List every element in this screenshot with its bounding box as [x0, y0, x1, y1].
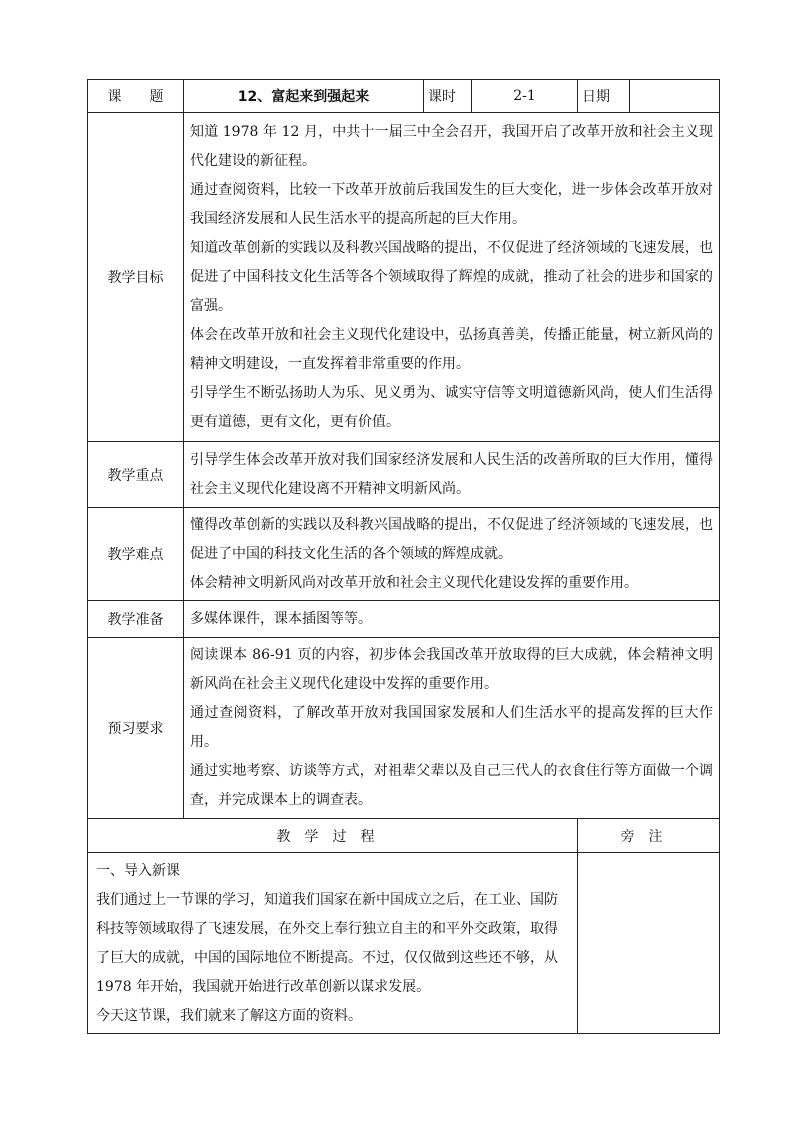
preparation-row: [88, 601, 720, 638]
notes-content: [578, 853, 720, 1034]
process-header: [88, 819, 578, 853]
hours-label: 课时: [424, 80, 472, 113]
topic-label: 课 题: [88, 80, 184, 113]
notes-header-label: 旁注: [620, 828, 677, 845]
objectives-row: [88, 113, 720, 442]
objectives-paragraph: 知道改革创新的实践以及科教兴国战略的提出，不仅促进了经济领域的飞速发展，也促进了中国科技文化生活等各个领域取得了辉煌的成就，推动了社会的进步和国家的富强。: [190, 239, 713, 314]
lesson-plan-table: [87, 79, 720, 1034]
preview-paragraph: 阅读课本 86-91 页的内容，初步体会我国改革开放取得的巨大成就，体会精神文明新风尚在社会主义现代化建设中发挥的重要作用。: [190, 647, 713, 692]
process-content: [88, 853, 578, 1034]
preview-label: 预习要求: [88, 638, 184, 819]
process-paragraph: 一、导入新课: [96, 863, 180, 879]
date-value: [630, 80, 720, 113]
preparation-label: 教学准备: [88, 601, 184, 638]
preview-content: [184, 638, 720, 819]
difficulties-paragraph: 懂得改革创新的实践以及科教兴国战略的提出，不仅促进了经济领域的飞速发展，也促进了中国的科技文化生活的各个领域的辉煌成就。: [190, 516, 713, 562]
process-header-row: [88, 819, 720, 853]
key-points-content: [184, 442, 720, 508]
objectives-label: 教学目标: [88, 113, 184, 442]
preview-row: [88, 638, 720, 819]
process-body-row: [88, 853, 720, 1034]
key-points-label: 教学重点: [88, 442, 184, 508]
key-points-paragraph: 引导学生体会改革开放对我们国家经济发展和人民生活的改善所取的巨大作用，懂得社会主义现代化建设离不开精神文明新风尚。: [190, 451, 713, 497]
difficulties-row: [88, 508, 720, 601]
hours-value: 2-1: [472, 80, 578, 113]
date-label: 日期: [578, 80, 630, 113]
preview-paragraph: 通过查阅资料，了解改革开放对我国国家发展和人们生活水平的提高发挥的巨大作用。: [190, 705, 713, 750]
difficulties-content: [184, 508, 720, 601]
key-points-row: [88, 442, 720, 508]
preparation-content: [184, 601, 720, 638]
process-header-label: 教学过程: [276, 828, 389, 845]
process-paragraph: 今天这节课，我们就来了解这方面的资料。: [96, 1008, 362, 1024]
objectives-paragraph: 体会在改革开放和社会主义现代化建设中，弘扬真善美，传播正能量，树立新风尚的精神文明建设，一直发挥着非常重要的作用。: [190, 326, 713, 372]
difficulties-label: 教学难点: [88, 508, 184, 601]
header-row: [88, 80, 720, 113]
preview-paragraph: 通过实地考察、访谈等方式，对祖辈父辈以及自己三代人的衣食住行等方面做一个调查，并完成课本上的调查表。: [190, 763, 713, 808]
preparation-paragraph: 多媒体课件，课本插图等等。: [190, 610, 372, 627]
process-paragraph: 我们通过上一节课的学习，知道我们国家在新中国成立之后，在工业、国防科技等领域取得了飞速发展，在外交上奉行独立自主的和平外交政策，取得了巨大的成就，中国的国际地位不断提高。不过，仅仅做到这些还不够，从 1978 年开始，我国就开始进行改革创新以谋求发展。: [96, 892, 558, 995]
topic-title: 12、富起来到强起来: [184, 80, 424, 113]
objectives-content: [184, 113, 720, 442]
difficulties-paragraph: 体会精神文明新风尚对改革开放和社会主义现代化建设发挥的重要作用。: [190, 574, 638, 591]
objectives-paragraph: 引导学生不断弘扬助人为乐、见义勇为、诚实守信等文明道德新风尚，使人们生活得更有道德，更有文化，更有价值。: [190, 384, 713, 430]
objectives-paragraph: 通过查阅资料，比较一下改革开放前后我国发生的巨大变化，进一步体会改革开放对我国经济发展和人民生活水平的提高所起的巨大作用。: [190, 181, 713, 227]
objectives-paragraph: 知道 1978 年 12 月，中共十一届三中全会召开，我国开启了改革开放和社会主义现代化建设的新征程。: [190, 123, 713, 169]
notes-header: [578, 819, 720, 853]
